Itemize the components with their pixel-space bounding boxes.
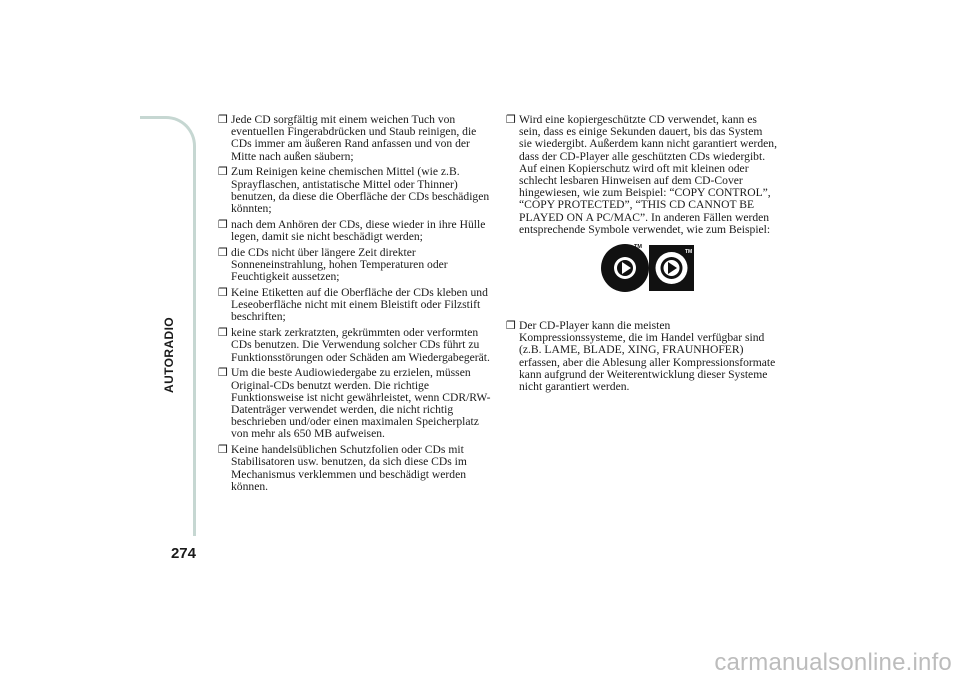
checkbox-bullet-icon: ❒	[218, 286, 228, 300]
copy-protection-symbols	[506, 240, 778, 312]
section-label: AUTORADIO	[162, 316, 176, 394]
watermark: carmanualsonline.info	[714, 649, 952, 676]
checkbox-bullet-icon: ❒	[506, 113, 516, 126]
copy-control-logo-icon	[600, 242, 696, 294]
logo-tm-text: TM	[685, 249, 693, 256]
checkbox-bullet-icon: ❒	[218, 245, 228, 259]
page-number: 274	[170, 545, 196, 562]
list-item	[218, 114, 496, 163]
left-column	[218, 114, 496, 497]
list-item	[218, 219, 496, 243]
logo-tm-text: TM	[634, 244, 642, 251]
checkbox-bullet-icon: ❒	[218, 165, 228, 179]
list-item-text: Zum Reinigen keine chemischen Mittel (wie z.B. Sprayflaschen, antistatische Mittel oder Thinner) benutzen, da diese die Oberfläche der CDs beschädigen könnten;	[231, 165, 490, 216]
checkbox-bullet-icon: ❒	[218, 217, 228, 231]
checkbox-bullet-icon: ❒	[218, 366, 228, 380]
list-item-text: nach dem Anhören der CDs, diese wieder in ihre Hülle legen, damit sie nicht beschädigt werden;	[231, 217, 486, 244]
checkbox-bullet-icon: ❒	[218, 443, 228, 457]
right-column	[506, 114, 778, 397]
list-item-text: Der CD-Player kann die meisten Kompressionssysteme, die im Handel verfügbar sind (z.B. LAME, BLADE, XING, FRAUNHOFER) erfassen, aber die Ablesung aller Kompressionsformate kann aufgrund der Weiterentwicklung dieser Systeme nicht garantiert werden.	[519, 319, 776, 394]
list-item	[218, 367, 496, 440]
list-item	[506, 114, 778, 236]
list-item-text: Wird eine kopiergeschützte CD verwendet, kann es sein, dass es einige Sekunden dauert, bis das System sie wiedergibt. Außerdem kann nicht garantiert werden, dass der CD-Player alle geschützten CDs wiedergibt. Auf einen Kopierschutz wird oft mit kleinen oder schlecht lesbaren Hinweisen auf dem CD-Cover hingewiesen, wie zum Beispiel: “COPY CONTROL”, “COPY PROTECTED”, “THIS CD CANNOT BE PLAYED ON A PC/MAC”. In anderen Fällen werden entsprechende Symbole verwendet, wie zum Beispiel:	[519, 113, 777, 236]
list-item	[218, 247, 496, 284]
list-item-text: keine stark zerkratzten, gekrümmten oder verformten CDs benutzen. Die Verwendung solcher CDs führt zu Funktionsstörungen oder Schäden am Wiedergabegerät.	[231, 326, 490, 364]
list-item-text: Keine handelsüblichen Schutzfolien oder CDs mit Stabilisatoren usw. benutzen, da sich diese CDs im Mechanismus verklemmen und beschädigt werden können.	[231, 443, 467, 493]
list-item-text: die CDs nicht über längere Zeit direkter Sonneneinstrahlung, hohen Temperaturen oder Feuchtigkeit aussetzen;	[231, 245, 448, 284]
list-item	[218, 444, 496, 493]
list-item	[218, 166, 496, 215]
checkbox-bullet-icon: ❒	[218, 113, 228, 126]
list-item-text: Um die beste Audiowiedergabe zu erzielen, müssen Original-CDs benutzt werden. Die richtige Funktionsweise ist nicht gewährleistet, wenn CDR/RW-Datenträger verwendet werden, die nicht richtig beschrieben und/oder einen maximalen Speicherplatz von mehr als 650 MB aufweisen.	[231, 366, 491, 441]
checkbox-bullet-icon: ❒	[506, 319, 516, 333]
list-item	[218, 327, 496, 364]
list-item	[218, 287, 496, 324]
checkbox-bullet-icon: ❒	[218, 326, 228, 340]
list-item	[506, 320, 778, 393]
list-item-text: Jede CD sorgfältig mit einem weichen Tuch von eventuellen Fingerabdrücken und Staub reinigen, die CDs immer am äußeren Rand anfassen und von der Mitte nach außen säubern;	[231, 113, 477, 163]
list-item-text: Keine Etiketten auf die Oberfläche der CDs kleben und Leseoberfläche nicht mit einem Bleistift oder Filzstift beschriften;	[231, 286, 488, 324]
